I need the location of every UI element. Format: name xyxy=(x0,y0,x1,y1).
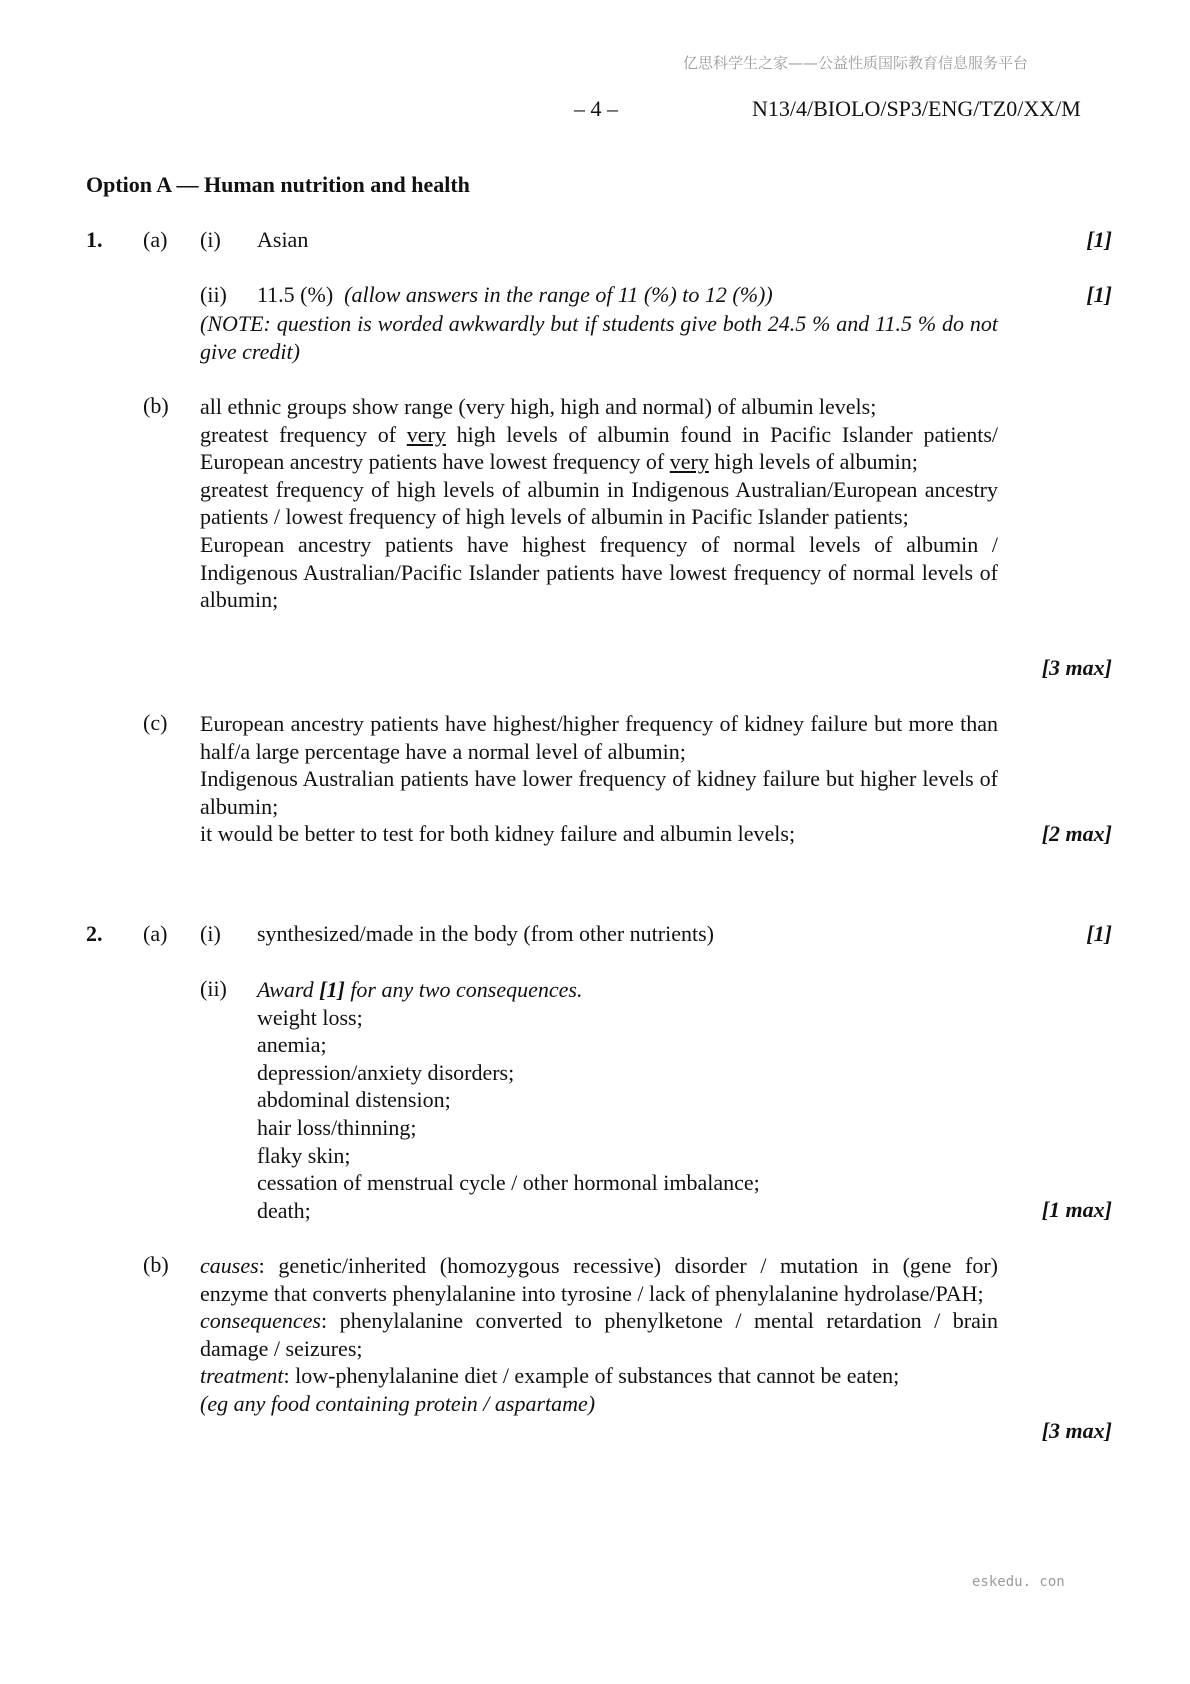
q1-a-ii-label: (ii) xyxy=(200,282,227,307)
q2-b-consequences: consequences: phenylalanine converted to phenylketone / mental retardation / brain damage / seizures; xyxy=(200,1308,998,1361)
list-item: anemia; xyxy=(257,1032,327,1058)
q2-b-treatment: treatment: low-phenylalanine diet / example of substances that cannot be eaten; xyxy=(200,1363,900,1389)
q2-a-ii-mark: [1 max] xyxy=(1041,1197,1112,1222)
watermark-bottom: eskedu. con xyxy=(972,1574,1065,1590)
q1-a-label: (a) xyxy=(143,227,168,252)
q1-b-line2: greatest frequency of very high levels of albumin found in Pacific Islander patients/ European ancestry patients have lowest frequency of very high levels of albumin; xyxy=(200,421,998,475)
q1-b-mark: [3 max] xyxy=(1041,655,1112,680)
q2-a-i-label: (i) xyxy=(200,921,221,946)
q1-b-line4: European ancestry patients have highest frequency of normal levels of albumin / Indigenous Australian/Pacific Islander patients have lowest frequency of normal levels of albumin; xyxy=(200,531,998,613)
page-number: – 4 – xyxy=(574,96,618,121)
question-1-number: 1. xyxy=(86,227,103,252)
q1-a-ii-line xyxy=(257,282,773,308)
q2-b-example: (eg any food containing protein / aspartame) xyxy=(200,1390,596,1416)
q2-a-ii-list xyxy=(257,976,760,1224)
q1-c-line3: it would be better to test for both kidney failure and albumin levels; xyxy=(200,821,796,847)
q2-a-label: (a) xyxy=(143,921,168,946)
list-item: flaky skin; xyxy=(257,1142,351,1168)
list-item: cessation of menstrual cycle / other hormonal imbalance; xyxy=(257,1170,760,1196)
q2-b-mark: [3 max] xyxy=(1041,1418,1112,1443)
q1-c-text xyxy=(200,710,998,848)
watermark-top: 亿思科学生之家——公益性质国际教育信息服务平台 xyxy=(683,54,1029,72)
list-item: abdominal distension; xyxy=(257,1087,451,1113)
q1-a-i-mark: [1] xyxy=(1086,227,1112,252)
q2-a-i-answer: synthesized/made in the body (from other nutrients) xyxy=(257,921,714,946)
q2-a-ii-label: (ii) xyxy=(200,976,227,1001)
question-2-number: 2. xyxy=(86,921,103,946)
q2-b-text xyxy=(200,1252,998,1418)
list-item: death; xyxy=(257,1197,311,1223)
q1-b-line3: greatest frequency of high levels of albumin in Indigenous Australian/European ancestry patients / lowest frequency of high levels of albumin in Pacific Islander patients; xyxy=(200,476,998,530)
q1-b-line1: all ethnic groups show range (very high, high and normal) of albumin levels; xyxy=(200,394,877,419)
q1-b-text xyxy=(200,393,998,614)
q1-a-ii-allow: (allow answers in the range of 11 (%) to 12 (%)) xyxy=(344,282,773,307)
q1-c-label: (c) xyxy=(143,710,168,735)
q1-a-ii-answer: 11.5 (%) xyxy=(257,282,334,307)
q1-a-ii-mark: [1] xyxy=(1086,282,1112,307)
list-item: weight loss; xyxy=(257,1004,363,1030)
q1-a-i-answer: Asian xyxy=(257,227,309,252)
q1-c-line2: Indigenous Australian patients have lower frequency of kidney failure but higher levels of albumin; xyxy=(200,766,998,819)
q1-a-ii-note: (NOTE: question is worded awkwardly but if students give both 24.5 % and 11.5 % do not give credit) xyxy=(200,311,998,364)
q2-b-causes: causes: genetic/inherited (homozygous recessive) disorder / mutation in (gene for) enzyme that converts phenylalanine into tyrosine / lack of phenylalanine hydrolase/PAH; xyxy=(200,1253,998,1306)
list-item: depression/anxiety disorders; xyxy=(257,1059,515,1085)
section-title: Option A — Human nutrition and health xyxy=(86,172,470,197)
q2-b-label: (b) xyxy=(143,1252,169,1277)
q1-c-mark: [2 max] xyxy=(1041,821,1112,846)
q1-c-line1: European ancestry patients have highest/higher frequency of kidney failure but more than half/a large percentage have a normal level of albumin; xyxy=(200,711,998,764)
list-item: hair loss/thinning; xyxy=(257,1114,417,1140)
q2-a-i-mark: [1] xyxy=(1086,921,1112,946)
q2-a-ii-instruction: Award [1] for any two consequences. xyxy=(257,977,583,1002)
q1-b-label: (b) xyxy=(143,393,169,418)
paper-code: N13/4/BIOLO/SP3/ENG/TZ0/XX/M xyxy=(752,96,1081,121)
q1-a-i-label: (i) xyxy=(200,227,221,252)
